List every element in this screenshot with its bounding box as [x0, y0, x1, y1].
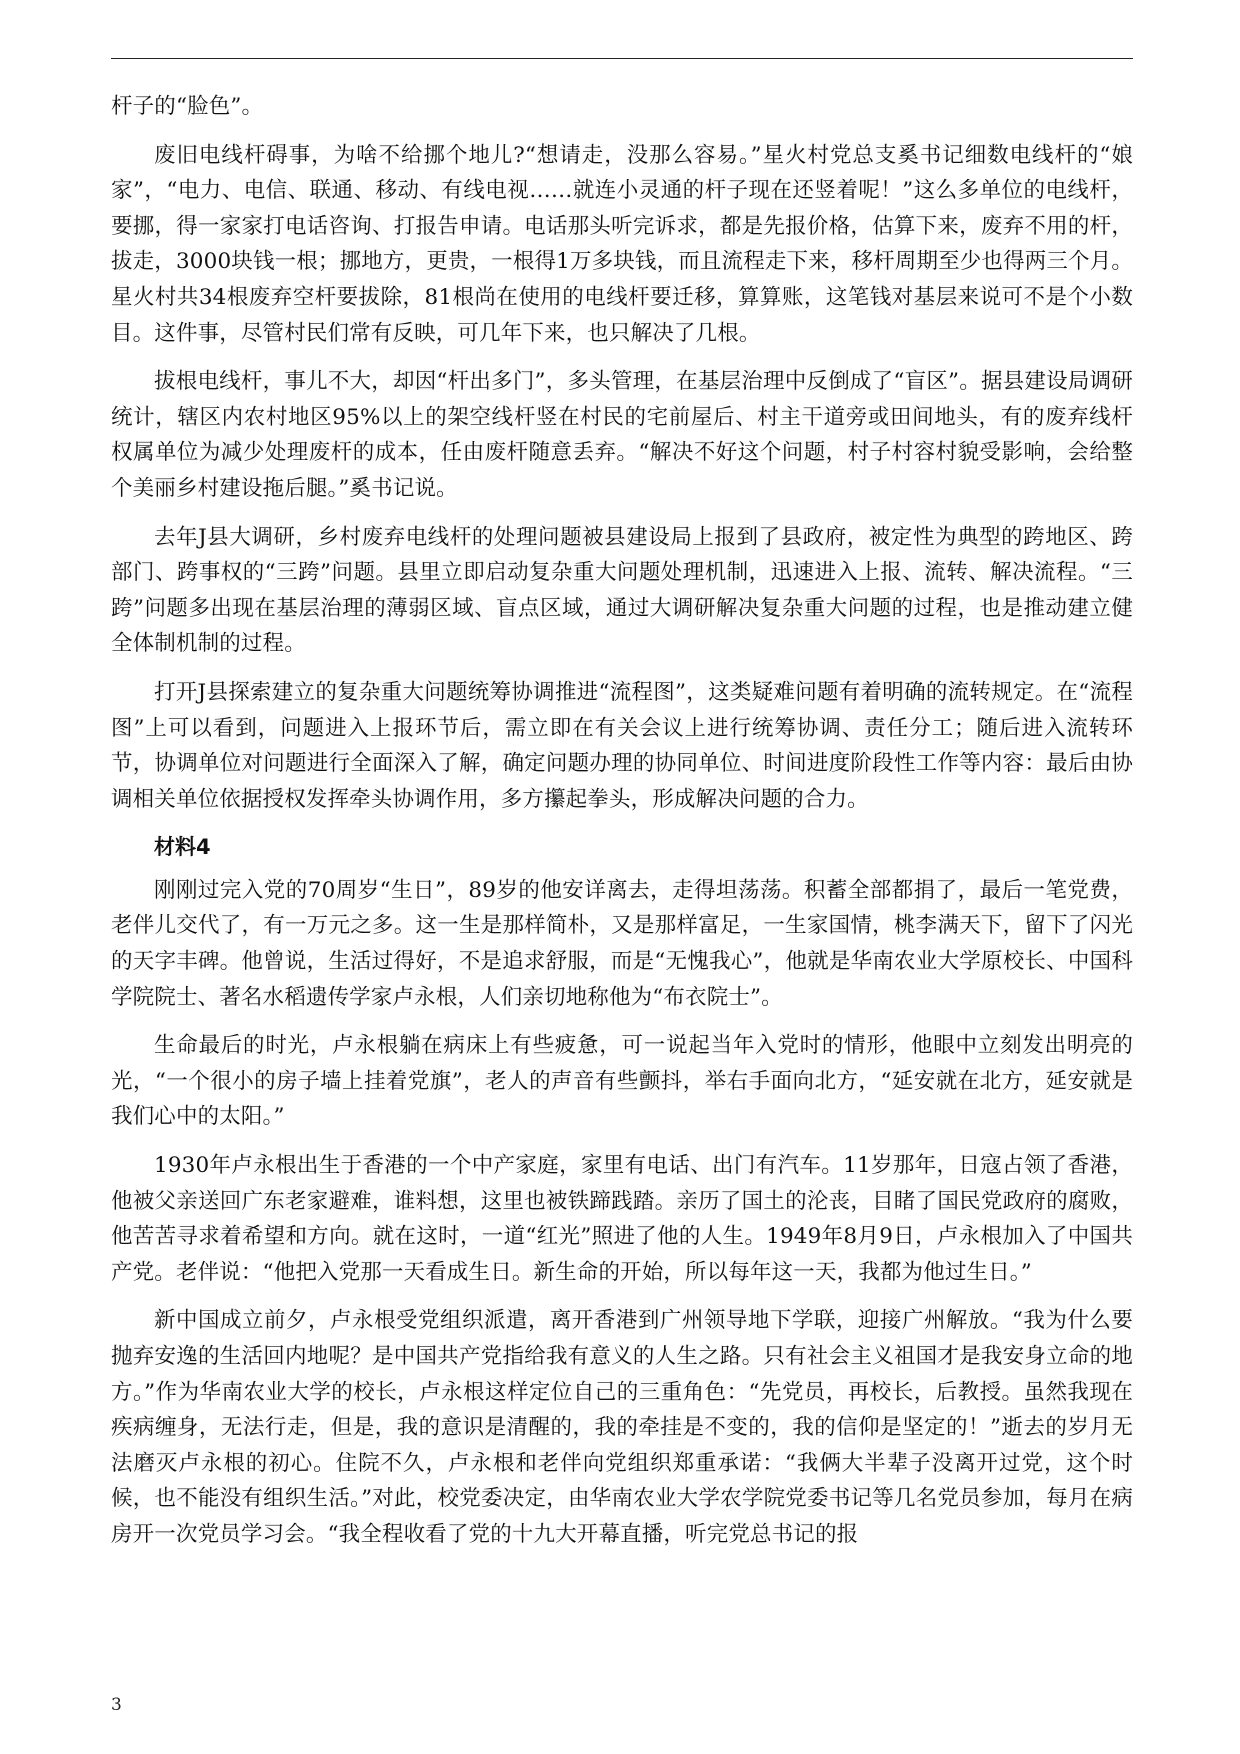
page-number: 3 — [111, 1695, 122, 1715]
header-rule — [111, 58, 1133, 59]
paragraph: 打开J县探索建立的复杂重大问题统筹协调推进“流程图”，这类疑难问题有着明确的流转规定。在“流程图”上可以看到，问题进入上报环节后，需立即在有关会议上进行统筹协调、责任分工；随后进入流转环节，协调单位对问题进行全面深入了解，确定问题办理的协同单位、时间进度阶段性工作等内容：最后由协调相关单位依据授权发挥牵头协调作用，多方攥起拳头，形成解决问题的合力。 — [111, 679, 1133, 812]
paragraph-continuation: 杆子的“脸色”。 — [111, 94, 264, 119]
paragraph: 新中国成立前夕，卢永根受党组织派遣，离开香港到广州领导地下学联，迎接广州解放。“我为什么要抛弃安逸的生活回内地呢？是中国共产党指给我有意义的人生之路。只有社会主义祖国才是我安身立命的地方。”作为华南农业大学的校长，卢永根这样定位自己的三重角色：“先党员，再校长，后教授。虽然我现在疾病缠身，无法行走，但是，我的意识是清醒的，我的牵挂是不变的，我的信仰是坚定的！”逝去的岁月无法磨灭卢永根的初心。住院不久，卢永根和老伴向党组织郑重承诺：“我俩大半辈子没离开过党，这个时候，也不能没有组织生活。”对此，校党委决定，由华南农业大学农学院党委书记等几名党员参加，每月在病房开一次党员学习会。“我全程收看了党的十九大开幕直播，听完党总书记的报 — [111, 1308, 1133, 1547]
paragraph: 生命最后的时光，卢永根躺在病床上有些疲惫，可一说起当年入党时的情形，他眼中立刻发出明亮的光，“一个很小的房子墙上挂着党旗”，老人的声音有些颤抖，举右手面向北方，“延安就在北方，延安就是我们心中的太阳。” — [111, 1033, 1133, 1130]
section-heading: 材料4 — [154, 835, 211, 860]
paragraph: 去年J县大调研，乡村废弃电线杆的处理问题被县建设局上报到了县政府，被定性为典型的跨地区、跨部门、跨事权的“三跨”问题。县里立即启动复杂重大问题处理机制，迅速进入上报、流转、解决流程。“三跨”问题多出现在基层治理的薄弱区域、盲点区域，通过大调研解决复杂重大问题的过程，也是推动建立健全体制机制的过程。 — [111, 524, 1133, 657]
document-body — [111, 89, 1133, 1566]
paragraph: 拔根电线杆，事儿不大，却因“杆出多门”，多头管理，在基层治理中反倒成了“盲区”。据县建设局调研统计，辖区内农村地区95%以上的架空线杆竖在村民的宅前屋后、村主干道旁或田间地头，有的废弃线杆权属单位为减少处理废杆的成本，任由废杆随意丢弃。“解决不好这个问题，村子村容村貌受影响，会给整个美丽乡村建设拖后腿。”奚书记说。 — [111, 369, 1133, 501]
paragraph: 废旧电线杆碍事，为啥不给挪个地儿?“想请走，没那么容易。”星火村党总支奚书记细数电线杆的“娘家”，“电力、电信、联通、移动、有线电视……就连小灵通的杆子现在还竖着呢！”这么多单位的电线杆，要挪，得一家家打电话咨询、打报告申请。电话那头听完诉求，都是先报价格，估算下来，废弃不用的杆，拔走，3000块钱一根；挪地方，更贵，一根得1万多块钱，而且流程走下来，移杆周期至少也得两三个月。星火村共34根废弃空杆要拔除，81根尚在使用的电线杆要迁移，算算账，这笔钱对基层来说可不是个小数目。这件事，尽管村民们常有反映，可几年下来，也只解决了几根。 — [111, 142, 1133, 346]
paragraph: 刚刚过完入党的70周岁“生日”，89岁的他安详离去，走得坦荡荡。积蓄全部都捐了，最后一笔党费，老伴儿交代了，有一万元之多。这一生是那样简朴，又是那样富足，一生家国情，桃李满天下，留下了闪光的天字丰碑。他曾说，生活过得好，不是追求舒服，而是“无愧我心”，他就是华南农业大学原校长、中国科学院院士、著名水稻遗传学家卢永根，人们亲切地称他为“布衣院士”。 — [111, 877, 1134, 1010]
paragraph: 1930年卢永根出生于香港的一个中产家庭，家里有电话、出门有汽车。11岁那年，日寇占领了香港，他被父亲送回广东老家避难，谁料想，这里也被铁蹄践踏。亲历了国土的沦丧，目睹了国民党政府的腐败，他苦苦寻求着希望和方向。就在这时，一道“红光”照进了他的人生。1949年8月9日，卢永根加入了中国共产党。老伴说：“他把入党那一天看成生日。新生命的开始，所以每年这一天，我都为他过生日。” — [111, 1153, 1133, 1285]
